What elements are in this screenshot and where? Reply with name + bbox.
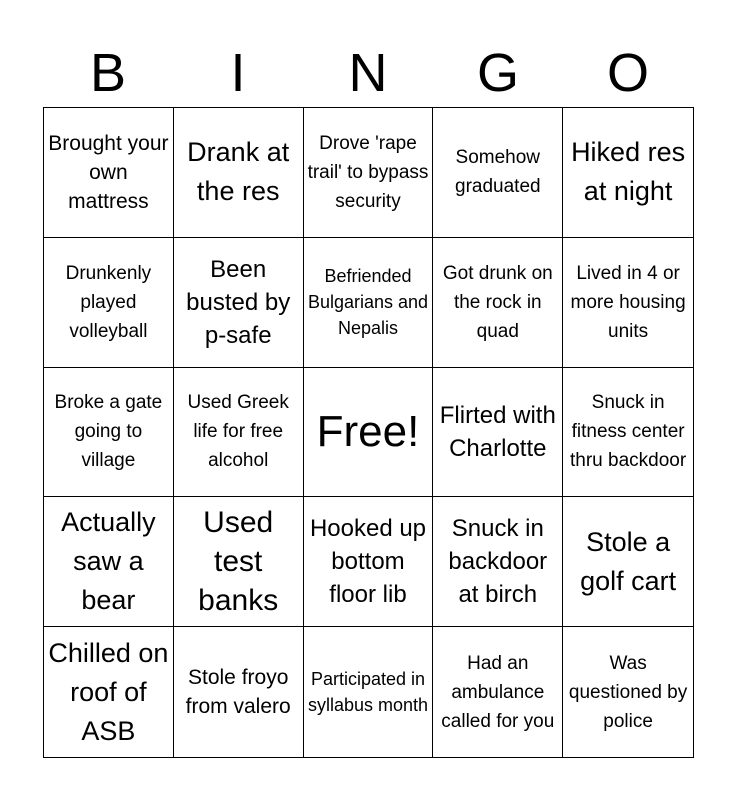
bingo-cell-text: Flirted with Charlotte: [439, 401, 556, 462]
bingo-cell-text: Was questioned by police: [568, 652, 688, 732]
bingo-cell-text: Somehow graduated: [455, 147, 541, 198]
bingo-cell[interactable]: [563, 497, 693, 627]
bingo-cell-text: Got drunk on the rock in quad: [442, 262, 553, 342]
bingo-cell-text: Lived in 4 or more housing units: [570, 262, 686, 342]
bingo-cell-text: Been busted by p-safe: [186, 255, 291, 349]
bingo-cell[interactable]: [174, 108, 304, 238]
bingo-cell-text: Snuck in backdoor at birch: [448, 515, 548, 609]
bingo-cell-text: Used test banks: [198, 506, 279, 618]
bingo-cell[interactable]: [44, 108, 174, 238]
bingo-cell-text: Actually saw a bear: [61, 507, 156, 616]
bingo-cell-text: Used Greek life for free alcohol: [187, 392, 289, 472]
bingo-cell[interactable]: [44, 368, 174, 498]
bingo-cell-text: Snuck in fitness center thru backdoor: [570, 392, 687, 472]
bingo-cell[interactable]: [433, 238, 563, 368]
bingo-cell-text: Drank at the res: [187, 137, 290, 207]
bingo-cell[interactable]: [44, 238, 174, 368]
bingo-cell[interactable]: [304, 497, 434, 627]
bingo-cell-text: Hooked up bottom floor lib: [309, 515, 427, 609]
header-letter-i: I: [230, 43, 246, 103]
bingo-cell-text: Hiked res at night: [571, 137, 686, 207]
bingo-cell-text: Chilled on roof of ASB: [48, 637, 169, 746]
bingo-cell-text: Stole froyo from valero: [185, 666, 291, 719]
bingo-cell[interactable]: [174, 497, 304, 627]
free-space-cell[interactable]: [304, 368, 434, 498]
bingo-cell[interactable]: [304, 108, 434, 238]
bingo-cell[interactable]: [44, 497, 174, 627]
bingo-cell-text: Had an ambulance called for you: [441, 652, 555, 732]
header-letter-o: O: [606, 43, 649, 103]
bingo-cell[interactable]: [44, 627, 174, 757]
header-letter-g: G: [476, 43, 519, 103]
bingo-header: [43, 40, 693, 106]
bingo-cell[interactable]: [304, 238, 434, 368]
bingo-cell[interactable]: [433, 368, 563, 498]
free-space-text: Free!: [316, 406, 420, 456]
bingo-cell[interactable]: [433, 497, 563, 627]
bingo-cell-text: Stole a golf cart: [580, 526, 677, 596]
bingo-cell[interactable]: [563, 108, 693, 238]
bingo-cell[interactable]: [563, 238, 693, 368]
bingo-cell[interactable]: [174, 368, 304, 498]
bingo-cell[interactable]: [433, 627, 563, 757]
bingo-cell-text: Brought your own mattress: [48, 131, 169, 213]
bingo-cell[interactable]: [174, 627, 304, 757]
bingo-cell-text: Drunkenly played volleyball: [65, 262, 152, 342]
bingo-cell[interactable]: [563, 627, 693, 757]
bingo-cell[interactable]: [174, 238, 304, 368]
bingo-cell-text: Broke a gate going to village: [54, 392, 163, 472]
bingo-cell[interactable]: [563, 368, 693, 498]
bingo-cell[interactable]: [304, 627, 434, 757]
bingo-cell-text: Drove 'rape trail' to bypass security: [307, 132, 429, 212]
header-letter-n: N: [348, 43, 388, 103]
bingo-cell-text: Befriended Bulgarians and Nepalis: [307, 266, 429, 339]
bingo-card-grid: [43, 107, 694, 758]
bingo-cell[interactable]: [433, 108, 563, 238]
bingo-cell-text: Participated in syllabus month: [307, 669, 429, 716]
header-letter-b: B: [89, 43, 127, 103]
